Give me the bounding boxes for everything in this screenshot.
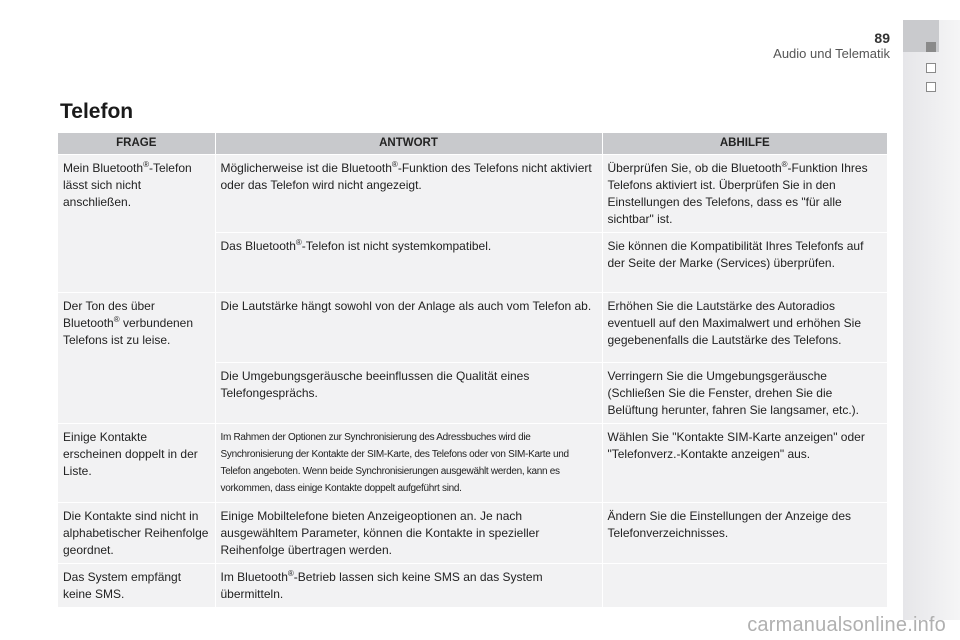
column-header-antwort: ANTWORT: [215, 133, 602, 155]
troubleshooting-table: [58, 133, 887, 607]
page-number: 89: [874, 30, 890, 46]
registered-mark: ®: [287, 569, 294, 578]
registered-mark: ®: [391, 160, 398, 169]
question-cell: Einige Kontakte erscheinen doppelt in der Liste.: [58, 424, 215, 503]
question-cell: Mein Bluetooth®-Telefon lässt sich nicht anschließen.: [58, 155, 215, 293]
registered-mark: ®: [113, 315, 120, 324]
registered-mark: ®: [295, 238, 302, 247]
remedy-cell: [602, 564, 887, 608]
remedy-cell: Sie können die Kompatibilität Ihres Telefonfs auf der Seite der Marke (Services) überprüfen.: [602, 233, 887, 293]
answer-cell: Das Bluetooth®-Telefon ist nicht systemkompatibel.: [215, 233, 602, 293]
column-header-frage: FRAGE: [58, 133, 215, 155]
table-row: [58, 424, 887, 503]
chapter-marker: [926, 82, 936, 92]
table-row: [58, 564, 887, 608]
answer-cell: Die Lautstärke hängt sowohl von der Anlage als auch vom Telefon ab.: [215, 293, 602, 363]
registered-mark: ®: [143, 160, 149, 169]
answer-cell: Möglicherweise ist die Bluetooth®-Funktion des Telefons nicht aktiviert oder das Telefon wird nicht angezeigt.: [215, 155, 602, 233]
answer-cell: Im Rahmen der Optionen zur Synchronisierung des Adressbuches wird die Synchronisierung der Kontakte der SIM-Karte, des Telefons oder von SIM-Karte und Telefon angeboten. Wenn beide Synchronisierungen ausgewählt werden, kann es vorkommen, dass einige Kontakte doppelt aufgeführt sind.: [215, 424, 602, 503]
table-row: [58, 503, 887, 564]
remedy-cell: Erhöhen Sie die Lautstärke des Autoradios eventuell auf den Maximalwert und erhöhen Sie gegebenenfalls die Lautstärke des Telefons.: [602, 293, 887, 363]
answer-cell: Im Bluetooth®-Betrieb lassen sich keine SMS an das System übermitteln.: [215, 564, 602, 608]
section-title: Audio und Telematik: [773, 46, 890, 61]
remedy-cell: Wählen Sie "Kontakte SIM-Karte anzeigen" oder "Telefonverz.-Kontakte anzeigen" aus.: [602, 424, 887, 503]
chapter-marker: [926, 63, 936, 73]
remedy-cell: Überprüfen Sie, ob die Bluetooth®-Funktion Ihres Telefons aktiviert ist. Überprüfen Sie in den Einstellungen des Telefons, dass es "für alle sichtbar" ist.: [602, 155, 887, 233]
column-header-abhilfe: ABHILFE: [602, 133, 887, 155]
footer-watermark: carmanualsonline.info: [747, 614, 946, 636]
question-cell: Die Kontakte sind nicht in alphabetischer Reihenfolge geordnet.: [58, 503, 215, 564]
side-tab: [903, 20, 960, 620]
page-title: Telefon: [60, 100, 134, 123]
registered-mark: ®: [781, 160, 788, 169]
remedy-cell: Verringern Sie die Umgebungsgeräusche (Schließen Sie die Fenster, drehen Sie die Belüftung herunter, fahren Sie langsamer, etc.).: [602, 363, 887, 424]
question-cell: Der Ton des über Bluetooth® verbundenen Telefons ist zu leise.: [58, 293, 215, 424]
table-row: [58, 293, 887, 363]
chapter-marker-active: [926, 42, 936, 52]
answer-cell: Die Umgebungsgeräusche beeinflussen die Qualität eines Telefongesprächs.: [215, 363, 602, 424]
question-cell: Das System empfängt keine SMS.: [58, 564, 215, 608]
answer-cell: Einige Mobiltelefone bieten Anzeigeoptionen an. Je nach ausgewähltem Parameter, können die Kontakte in spezieller Reihenfolge übertragen werden.: [215, 503, 602, 564]
table-header-row: [58, 133, 887, 155]
table-row: [58, 155, 887, 233]
remedy-cell: Ändern Sie die Einstellungen der Anzeige des Telefonverzeichnisses.: [602, 503, 887, 564]
